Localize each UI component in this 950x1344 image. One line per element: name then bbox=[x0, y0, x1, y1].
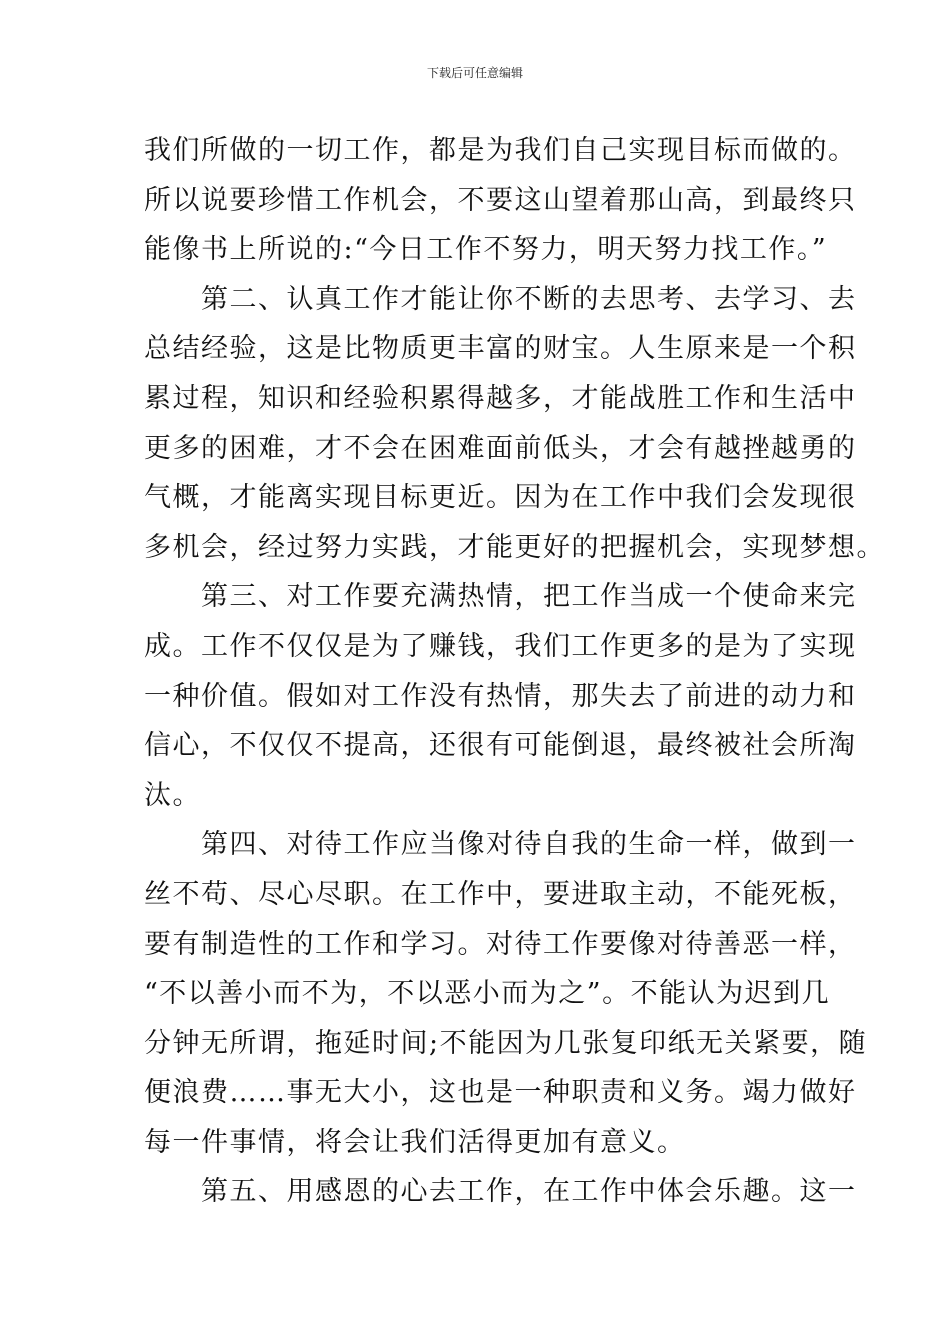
page-header: 下载后可任意编辑 bbox=[426, 66, 523, 80]
text-line: 汰。 bbox=[144, 779, 201, 811]
paragraph-5 bbox=[144, 1167, 857, 1217]
text-line: 一种价值。假如对工作没有热情，那失去了前进的动力和 bbox=[144, 680, 857, 712]
text-line: 第二、认真工作才能让你不断的去思考、去学习、去 bbox=[201, 283, 857, 315]
text-line: 要有制造性的工作和学习。对待工作要像对待善恶一样， bbox=[144, 928, 857, 960]
paragraph-1 bbox=[144, 126, 857, 275]
text-line: 丝不苟、尽心尽职。在工作中，要进取主动，不能死板， bbox=[144, 878, 857, 910]
paragraph-2 bbox=[144, 275, 885, 573]
text-line: 信心，不仅仅不提高，还很有可能倒退，最终被社会所淘 bbox=[144, 730, 857, 762]
document-body bbox=[144, 126, 885, 1217]
text-line: 每一件事情，将会让我们活得更加有意义。 bbox=[144, 1126, 686, 1158]
text-line: “不以善小而不为，不以恶小而为之”。不能认为迟到几 bbox=[144, 978, 831, 1010]
text-line: 更多的困难，才不会在困难面前低头，才会有越挫越勇的 bbox=[144, 432, 857, 464]
text-line: 能像书上所说的:“今日工作不努力，明天努力找工作。” bbox=[144, 234, 828, 266]
text-line: 多机会，经过努力实践，才能更好的把握机会，实现梦想。 bbox=[144, 531, 885, 563]
text-line: 累过程，知识和经验积累得越多，才能战胜工作和生活中 bbox=[144, 382, 857, 414]
text-line: 便浪费……事无大小，这也是一种职责和义务。竭力做好 bbox=[144, 1077, 857, 1109]
text-line: 总结经验，这是比物质更丰富的财宝。人生原来是一个积 bbox=[144, 333, 857, 365]
text-line: 我们所做的一切工作，都是为我们自己实现目标而做的。 bbox=[144, 135, 857, 166]
text-line: 第三、对工作要充满热情，把工作当成一个使命来完 bbox=[201, 581, 857, 613]
paragraph-3 bbox=[144, 572, 857, 820]
paragraph-4 bbox=[144, 820, 868, 1167]
text-line: 所以说要珍惜工作机会，不要这山望着那山高，到最终只 bbox=[144, 184, 857, 216]
text-line: 分钟无所谓，拖延时间;不能因为几张复印纸无关紧要，随 bbox=[144, 1027, 868, 1059]
text-line: 第五、用感恩的心去工作，在工作中体会乐趣。这一 bbox=[201, 1176, 857, 1208]
text-line: 第四、对待工作应当像对待自我的生命一样，做到一 bbox=[201, 829, 857, 861]
text-line: 成。工作不仅仅是为了赚钱，我们工作更多的是为了实现 bbox=[144, 630, 857, 662]
text-line: 气概，才能离实现目标更近。因为在工作中我们会发现很 bbox=[144, 482, 857, 514]
